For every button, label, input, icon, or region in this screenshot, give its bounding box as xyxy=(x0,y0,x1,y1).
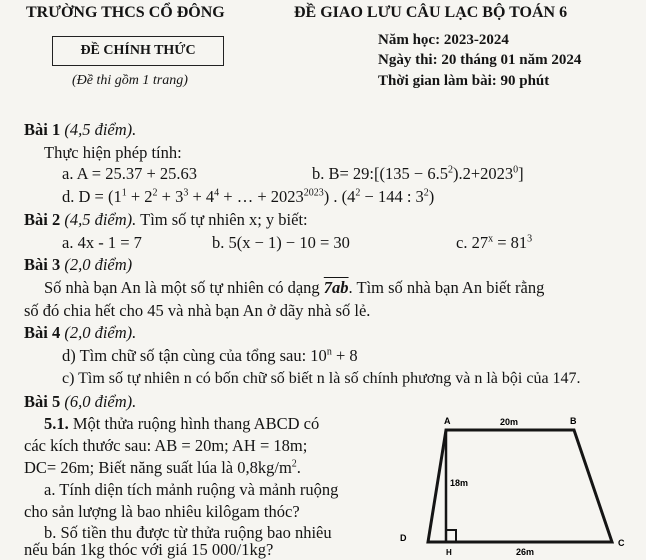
bai2-a: a. 4x - 1 = 7 xyxy=(62,233,142,252)
bai1-heading xyxy=(24,120,136,140)
bai2-c: c. $27^x = 81^3$ xyxy=(456,233,533,252)
bai3-heading xyxy=(24,255,132,275)
bai5-line3: DC= 26m; Biết năng suất lúa là $0,8kg/m^2$. xyxy=(24,458,301,477)
bai3-title: Bài 3 xyxy=(24,255,61,274)
label-ah: 18m xyxy=(450,478,469,488)
bai1-points: (4,5 điểm). xyxy=(64,120,137,139)
bai2-title: Bài 2 xyxy=(24,210,61,229)
bai4-heading xyxy=(24,323,136,343)
right-angle-mark xyxy=(446,530,456,542)
bai3-line1: Số nhà bạn An là một số tự nhiên có dạng 7ab. Tìm số nhà bạn An biết rằng xyxy=(44,278,545,297)
bai1-b: b. B= 29:[(135 − $6.5^2).2+2023^0$] xyxy=(312,164,524,183)
bai4-points: (2,0 điểm). xyxy=(64,323,137,342)
label-a: A xyxy=(444,416,451,426)
label-c: C xyxy=(618,538,625,548)
bai4-title: Bài 4 xyxy=(24,323,61,342)
bai5-points: (6,0 điểm). xyxy=(64,392,137,411)
bai5-line6: b. Số tiền thu được từ thửa ruộng bao nhiêu xyxy=(44,523,332,542)
bai2-prompt: Tìm số tự nhiên x; y biết: xyxy=(136,210,308,229)
label-h: H xyxy=(446,548,452,557)
duration: Thời gian làm bài: 90 phút xyxy=(378,73,550,89)
bai1-title: Bài 1 xyxy=(24,120,61,139)
exam-title: ĐỀ GIAO LƯU CÂU LẠC BỘ TOÁN 6 xyxy=(294,4,568,21)
bai3-line2: số đó chia hết cho 45 và nhà bạn An ở dãy nhà số lẻ. xyxy=(24,301,371,320)
bai5-line4: a. Tính diện tích mảnh ruộng và mảnh ruộng xyxy=(44,480,339,499)
bai2-heading xyxy=(24,210,308,230)
label-b: B xyxy=(570,416,577,426)
bai2-b: b. 5(x − 1) − 10 = 30 xyxy=(212,233,350,252)
official-label: ĐỀ CHÍNH THỨC xyxy=(80,43,196,58)
bai1-a: a. A = 25.37 + 25.63 xyxy=(62,164,198,183)
official-box xyxy=(52,36,224,66)
label-d: D xyxy=(400,533,407,543)
school-name: TRƯỜNG THCS CỔ ĐÔNG xyxy=(26,4,225,21)
bai5-line7: nếu bán 1kg thóc với giá 15 000/1kg? xyxy=(24,540,274,559)
exam-date: Ngày thi: 20 tháng 01 năm 2024 xyxy=(378,52,582,68)
label-dc: 26m xyxy=(516,547,535,557)
bai3-points: (2,0 điểm) xyxy=(64,255,133,274)
bai5-title: Bài 5 xyxy=(24,392,61,411)
bai1-d: d. $D = (1^1 + 2^2 + 3^3 + 4^4$ + … + $2023^{2023}$) . ($4^2 - 144$ : $3^2$) xyxy=(62,187,435,206)
pages-note: (Đề thi gồm 1 trang) xyxy=(72,73,188,88)
bai1-prompt: Thực hiện phép tính: xyxy=(44,143,182,162)
bai4-d: d) Tìm chữ số tận cùng của tổng sau: $10^n + 8$ xyxy=(62,346,358,365)
bai5-line5: cho sản lượng là bao nhiêu kilôgam thóc? xyxy=(24,502,300,521)
trapezoid-figure xyxy=(390,414,636,558)
bai4-c: c) Tìm số tự nhiên n có bốn chữ số biết n là số chính phương và n là bội của 147. xyxy=(62,370,581,387)
school-year: Năm học: 2023-2024 xyxy=(378,32,509,48)
label-ab: 20m xyxy=(500,417,519,427)
bai2-points: (4,5 điểm). xyxy=(64,210,137,229)
bai5-line2: các kích thước sau: AB = 20m; AH = 18m; xyxy=(24,436,308,455)
bai5-line1: 5.1. Một thửa ruộng hình thang ABCD có xyxy=(44,414,320,433)
bai5-heading xyxy=(24,392,136,412)
